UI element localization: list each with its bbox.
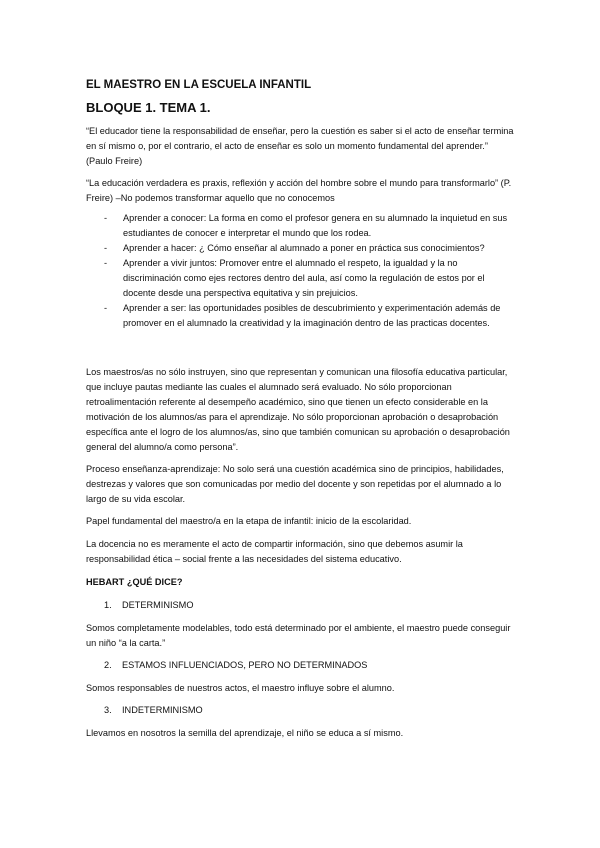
numbered-item-text	[86, 726, 516, 741]
quote-text: “La educación verdadera es praxis, reflexión y acción del hombre sobre el mundo para transformarlo” (P. Freire) –No podemos transformar aquello que no conocemos	[86, 178, 512, 203]
paragraph-process	[86, 462, 516, 507]
quote-freire-1	[86, 124, 516, 169]
paragraph-teaching	[86, 537, 516, 567]
list-item	[86, 211, 516, 241]
paragraph-text: La docencia no es meramente el acto de compartir información, sino que debemos asumir la responsabilidad ética – social frente a las necesidades del sistema educativo.	[86, 539, 463, 564]
numbered-item-label	[104, 658, 367, 673]
paragraph-teachers	[86, 365, 516, 455]
item-number: 3.	[104, 705, 112, 715]
quote-text: “El educador tiene la responsabilidad de enseñar, pero la cuestión es saber si el acto de enseñar termina en sí mismo o, por el contrario, el acto de enseñar es solo un momento fundamental del aprender.” (Paulo Freire)	[86, 126, 514, 166]
quote-freire-2	[86, 176, 516, 206]
paragraph-text: Los maestros/as no sólo instruyen, sino que representan y comunican una filosofía educativa particular, que incluye pautas mediante las cuales el alumnado será evaluado. No sólo proporcionan retroalimentación referente al desempeño académico, sino que tienen un efecto considerable en la motivación de los alumnos/as para el aprendizaje. No sólo proporcionan aprobación o desaprobación específica ante el logro de los alumnos/as, sino que también comunican su aprobación o desaprobación general del alumno/a como persona”.	[86, 367, 510, 452]
list-item-text: Aprender a ser: las oportunidades posibles de descubrimiento y experimentación además de promover en el alumnado la creatividad y la imaginación dentro de las practicas docentes.	[123, 303, 501, 328]
numbered-item-text	[86, 681, 516, 696]
numbered-item-label	[104, 703, 203, 718]
paragraph-text: Llevamos en nosotros la semilla del aprendizaje, el niño se educa a sí mismo.	[86, 728, 404, 738]
bullet-dash: -	[104, 213, 108, 223]
bullet-dash: -	[104, 258, 108, 268]
numbered-item-label	[104, 598, 193, 613]
document-subtitle: BLOQUE 1. TEMA 1.	[86, 100, 211, 115]
item-label: DETERMINISMO	[122, 600, 194, 610]
numbered-item-text	[86, 621, 516, 651]
bullet-dash: -	[104, 303, 108, 313]
list-item	[86, 241, 516, 256]
bullet-dash: -	[104, 243, 108, 253]
list-item-text: Aprender a hacer: ¿ Cómo enseñar al alumnado a poner en práctica sus conocimientos?	[123, 243, 485, 253]
paragraph-text: Somos completamente modelables, todo está determinado por el ambiente, el maestro puede conseguir un niño “a la carta.”	[86, 623, 511, 648]
item-number: 2.	[104, 660, 112, 670]
list-item-text: Aprender a vivir juntos: Promover entre el alumnado el respeto, la igualdad y la no discriminación como ejes rectores dentro del aula, así como la regulación de estos por el docente desde una perspectiva equitativa y sin prejuicios.	[123, 258, 485, 298]
document-title: EL MAESTRO EN LA ESCUELA INFANTIL	[86, 79, 312, 91]
item-label: INDETERMINISMO	[122, 705, 203, 715]
paragraph-text: Proceso enseñanza-aprendizaje: No solo será una cuestión académica sino de principios, habilidades, destrezas y valores que son comunicadas por medio del docente y son repetidas por el alumnado a lo largo de su vida escolar.	[86, 464, 504, 504]
paragraph-role	[86, 514, 516, 529]
hebart-heading: HEBART ¿QUÉ DICE?	[86, 577, 183, 587]
paragraph-text: Papel fundamental del maestro/a en la etapa de infantil: inicio de la escolaridad.	[86, 516, 412, 526]
list-item	[86, 256, 516, 301]
paragraph-text: Somos responsables de nuestros actos, el maestro influye sobre el alumno.	[86, 683, 395, 693]
list-item	[86, 301, 516, 331]
item-label: ESTAMOS INFLUENCIADOS, PERO NO DETERMINADOS	[122, 660, 368, 670]
list-item-text: Aprender a conocer: La forma en como el profesor genera en su alumnado la inquietud en sus estudiantes de conocer e interpretar el mundo que los rodea.	[123, 213, 508, 238]
learning-pillars-list	[86, 211, 516, 331]
item-number: 1.	[104, 600, 112, 610]
